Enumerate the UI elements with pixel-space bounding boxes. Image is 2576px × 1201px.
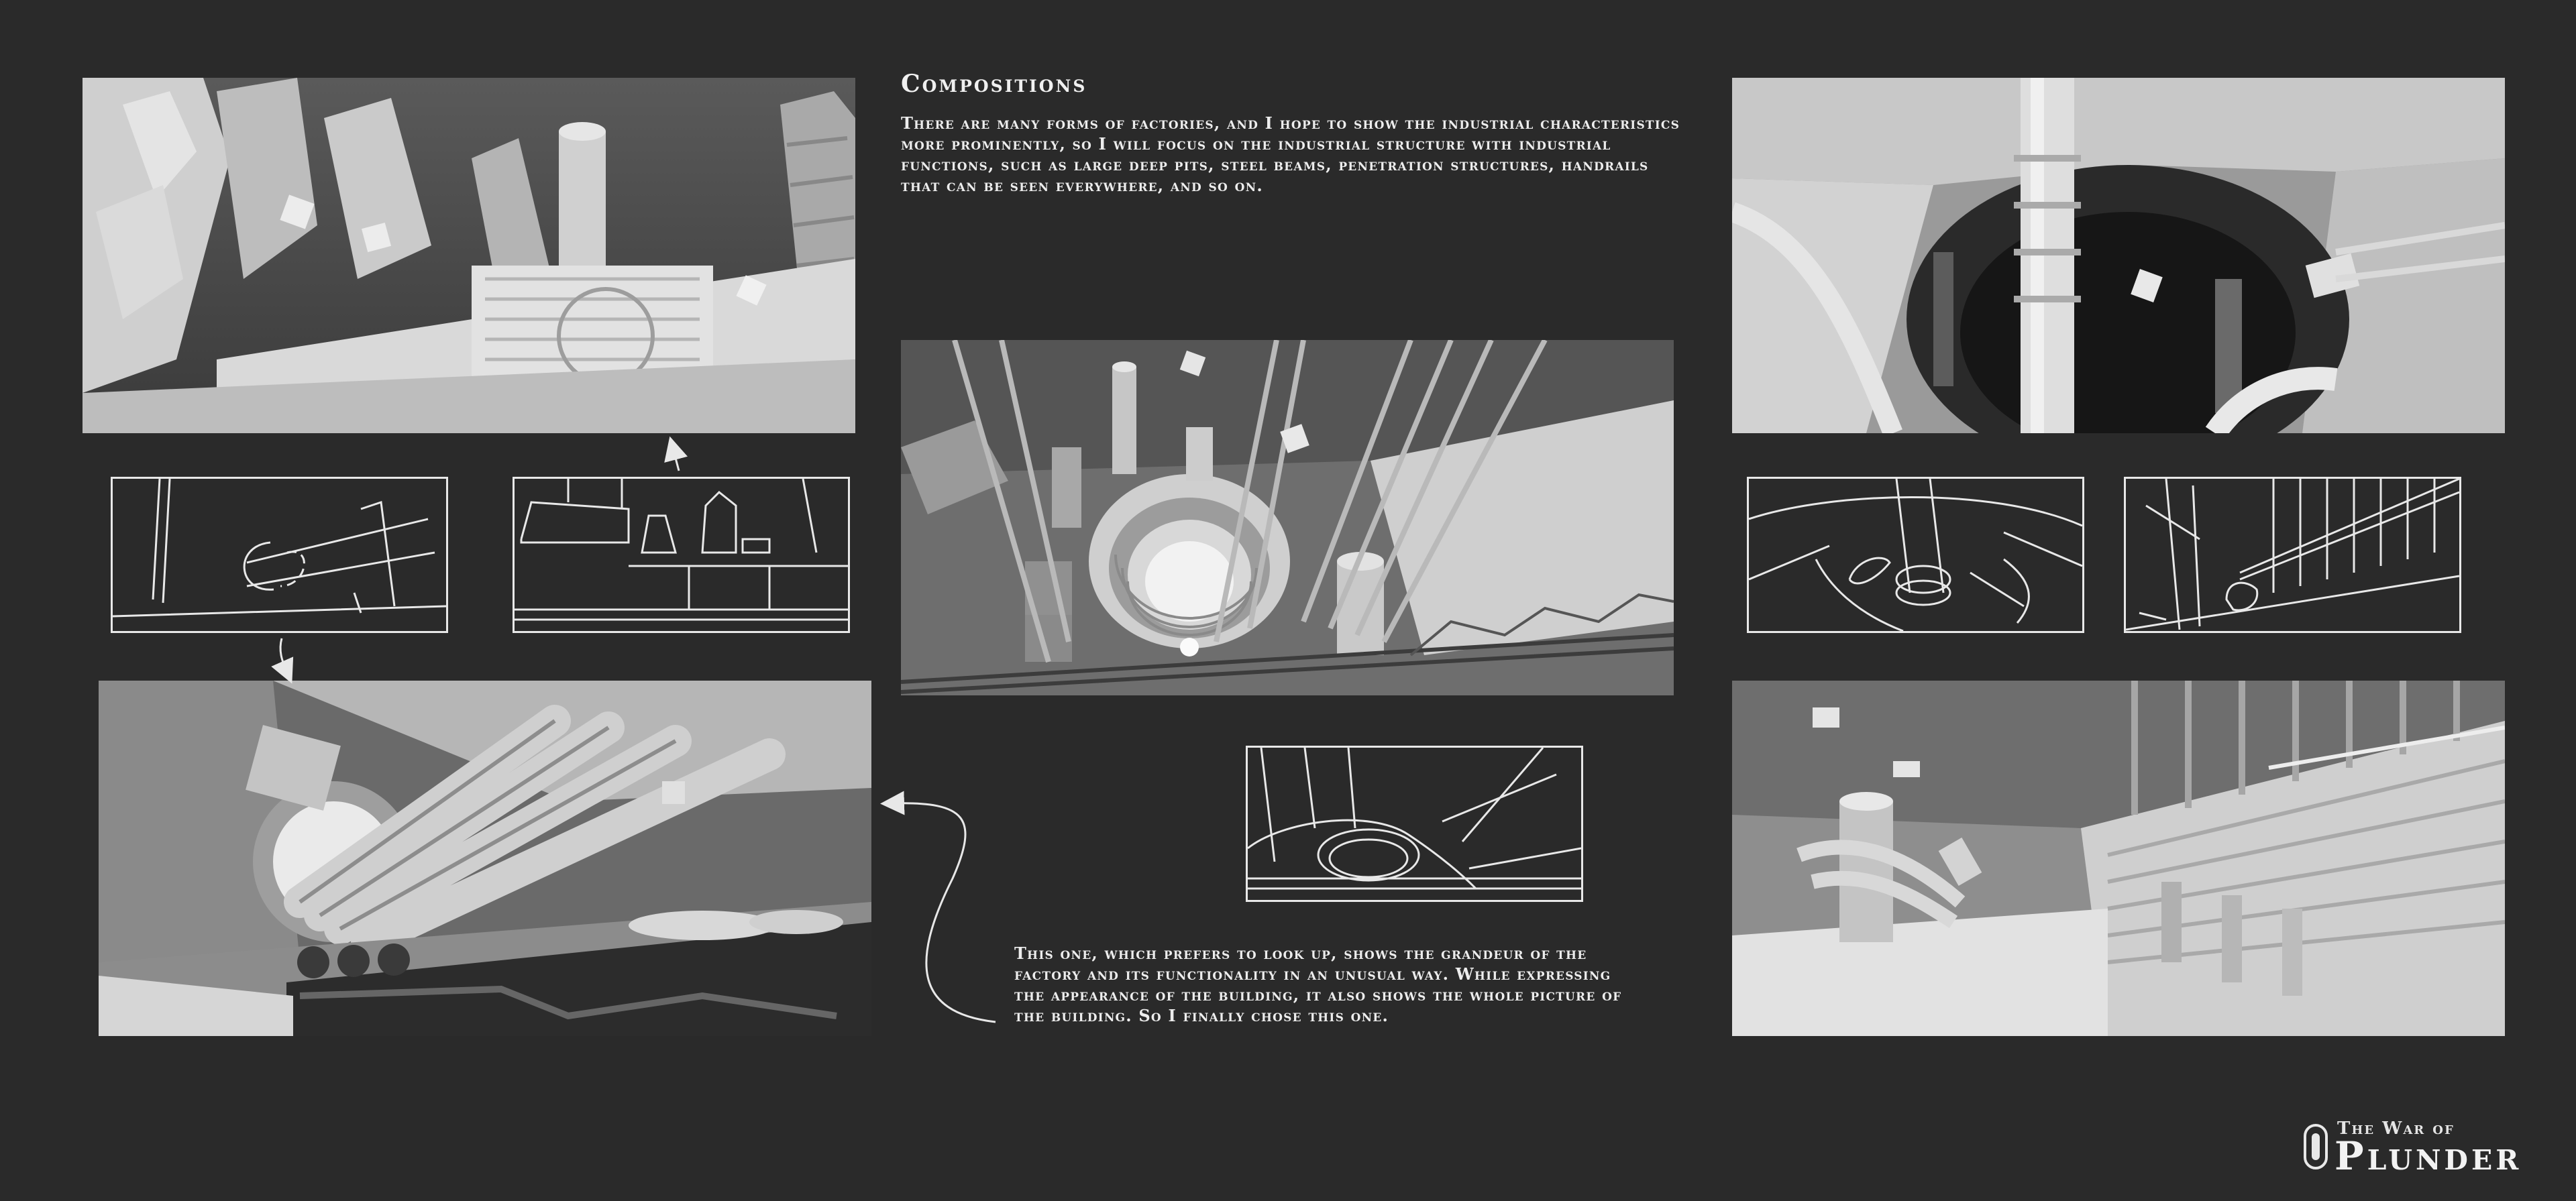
sketch-city-composition: [513, 477, 850, 633]
sketch-pipes-composition: [111, 477, 448, 633]
logo-main-line: Plunder: [2334, 1133, 2522, 1179]
render-pipes: [99, 681, 871, 1036]
arrow-to-pipes-render: [892, 803, 996, 1022]
sketch-chosen-composition: [1246, 746, 1583, 902]
arrow-to-city: [673, 448, 679, 471]
logo-emblem-icon: [2302, 1123, 2329, 1171]
arrow-to-pipes: [280, 638, 287, 673]
render-corridor: [1732, 681, 2505, 1036]
intro-paragraph: There are many forms of factories, and I hope to show the industrial characteristics more prominently, so I will focus on the industrial structure with industrial functions, such as large deep pits, steel beams, penetration structures, handrails that can be seen everywhere, and so on.: [901, 113, 1680, 195]
sketch-corridor-composition: [2124, 477, 2461, 633]
conclusion-paragraph: This one, which prefers to look up, shows the grandeur of the factory and its functionality in an unusual way. While expressing the appearance of the building, it also shows the whole picture of the building. So I finally chose this one.: [1014, 943, 1622, 1025]
render-deep-pit: [1732, 78, 2505, 433]
sketch-pit-composition: [1747, 477, 2084, 633]
logo-top-line: The War of: [2337, 1119, 2455, 1139]
page-title: Compositions: [901, 70, 1087, 98]
game-logo: [2298, 1113, 2546, 1180]
render-chosen-lookdown: [901, 340, 1674, 695]
render-city-lookup: [83, 78, 855, 433]
